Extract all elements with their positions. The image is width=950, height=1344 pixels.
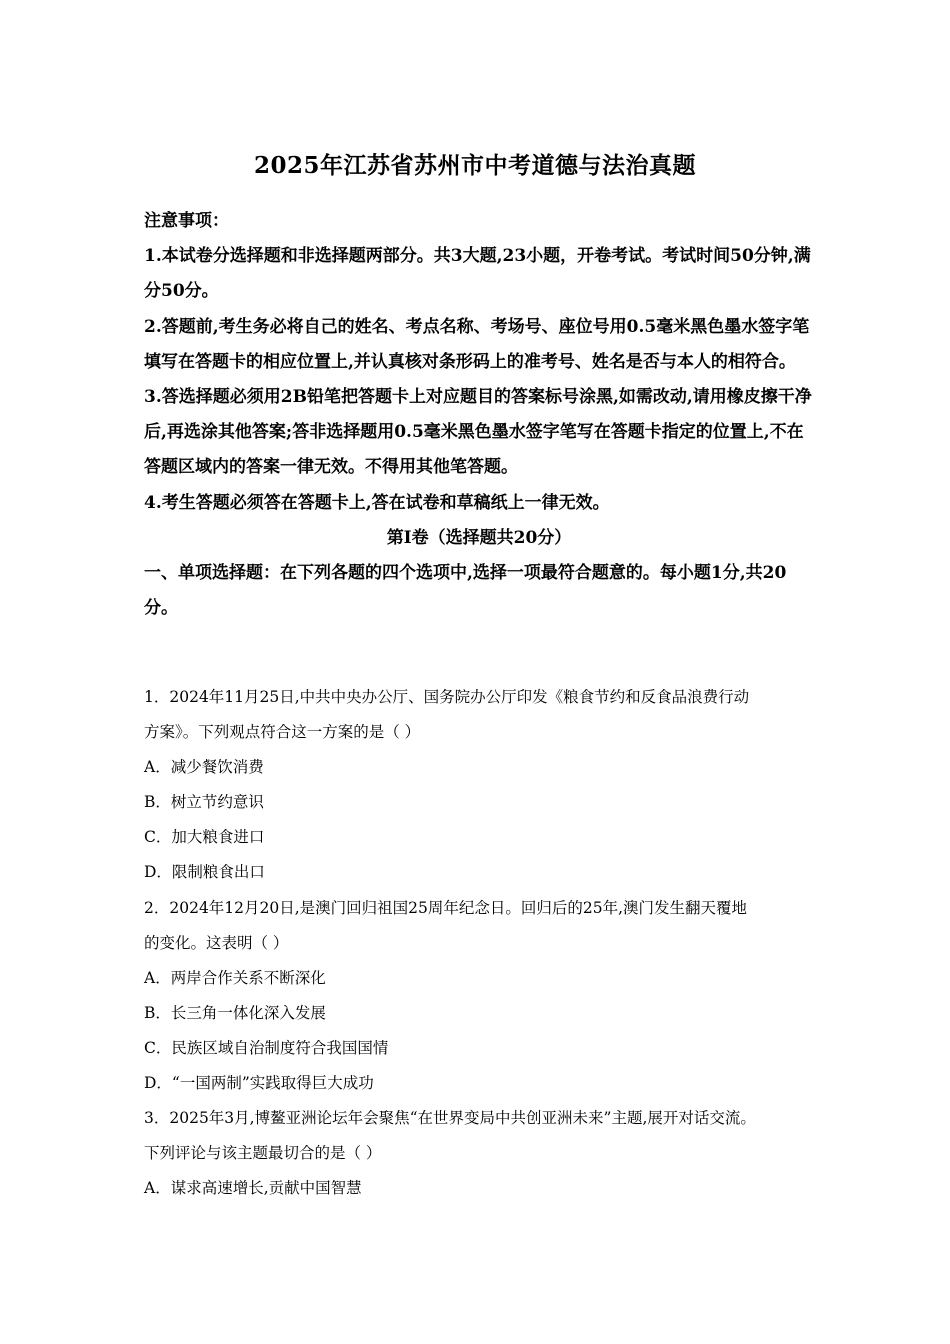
notice-item-2: 2.答题前,考生务必将自己的姓名、考点名称、考场号、座位号用0.5毫米黑色墨水签字笔填写在答题卡的相应位置上,并认真核对条形码上的准考号、姓名是否与本人的相符合。: [144, 316, 810, 372]
question-2-option-a: A．两岸合作关系不断深化: [144, 968, 326, 987]
question-3-option-a: A．谋求高速增长,贡献中国智慧: [144, 1179, 362, 1198]
question-2-stem-line1: 2．2024年12月20日,是澳门回归祖国25周年纪念日。回归后的25年,澳门发生翻天覆地: [144, 898, 748, 917]
part-title: 第I卷（选择题共20分）: [386, 527, 572, 548]
question-2-option-b: B．长三角一体化深入发展: [144, 1003, 326, 1022]
notice-item-1: 1.本试卷分选择题和非选择题两部分。共3大题,23小题，开卷考试。考试时间50分钟,满分50分。: [144, 246, 811, 302]
question-3-stem-line1: 3．2025年3月,博鳌亚洲论坛年会聚焦“在世界变局中共创亚洲未来”主题,展开对话交流。: [144, 1109, 756, 1128]
question-3-stem-line2: 下列评论与该主题最切合的是（ ）: [144, 1144, 382, 1163]
notice-heading: 注意事项：: [144, 211, 229, 231]
questions-list: [144, 680, 814, 1206]
section-title: 一、单项选择题：在下列各题的四个选项中,选择一项最符合题意的。每小题1分,共20分。: [144, 563, 787, 619]
question-1-option-d: D．限制粮食出口: [144, 863, 265, 882]
exam-title: 2025年江苏省苏州市中考道德与法治真题: [253, 152, 696, 179]
question-1-stem-line1: 1．2024年11月25日,中共中央办公厅、国务院办公厅印发《粮食节约和反食品浪费行动: [144, 688, 750, 706]
question-2-option-d: D．“一国两制”实践取得巨大成功: [144, 1074, 374, 1093]
question-1-option-c: C．加大粮食进口: [144, 828, 265, 847]
question-1-option-a: A．减少餐饮消费: [144, 758, 264, 777]
question-2-stem-line2: 的变化。这表明（ ）: [144, 933, 289, 952]
question-1-option-b: B．树立节约意识: [144, 793, 264, 812]
notice-item-4: 4.考生答题必须答在答题卡上,答在试卷和草稿纸上一律无效。: [144, 492, 610, 513]
question-1-stem-line2: 方案》。下列观点符合这一方案的是（ ）: [144, 723, 421, 742]
question-2-option-c: C．民族区域自治制度符合我国国情: [144, 1038, 389, 1057]
notice-section: [144, 204, 814, 626]
notice-item-3: 3.答选择题必须用2B铅笔把答题卡上对应题目的答案标号涂黑,如需改动,请用橡皮擦干净后,再选涂其他答案;答非选择题用0.5毫米黑色墨水签字笔写在答题卡指定的位置上,不在答题区域内的答案一律无效。不得用其他笔答题。: [144, 387, 812, 478]
